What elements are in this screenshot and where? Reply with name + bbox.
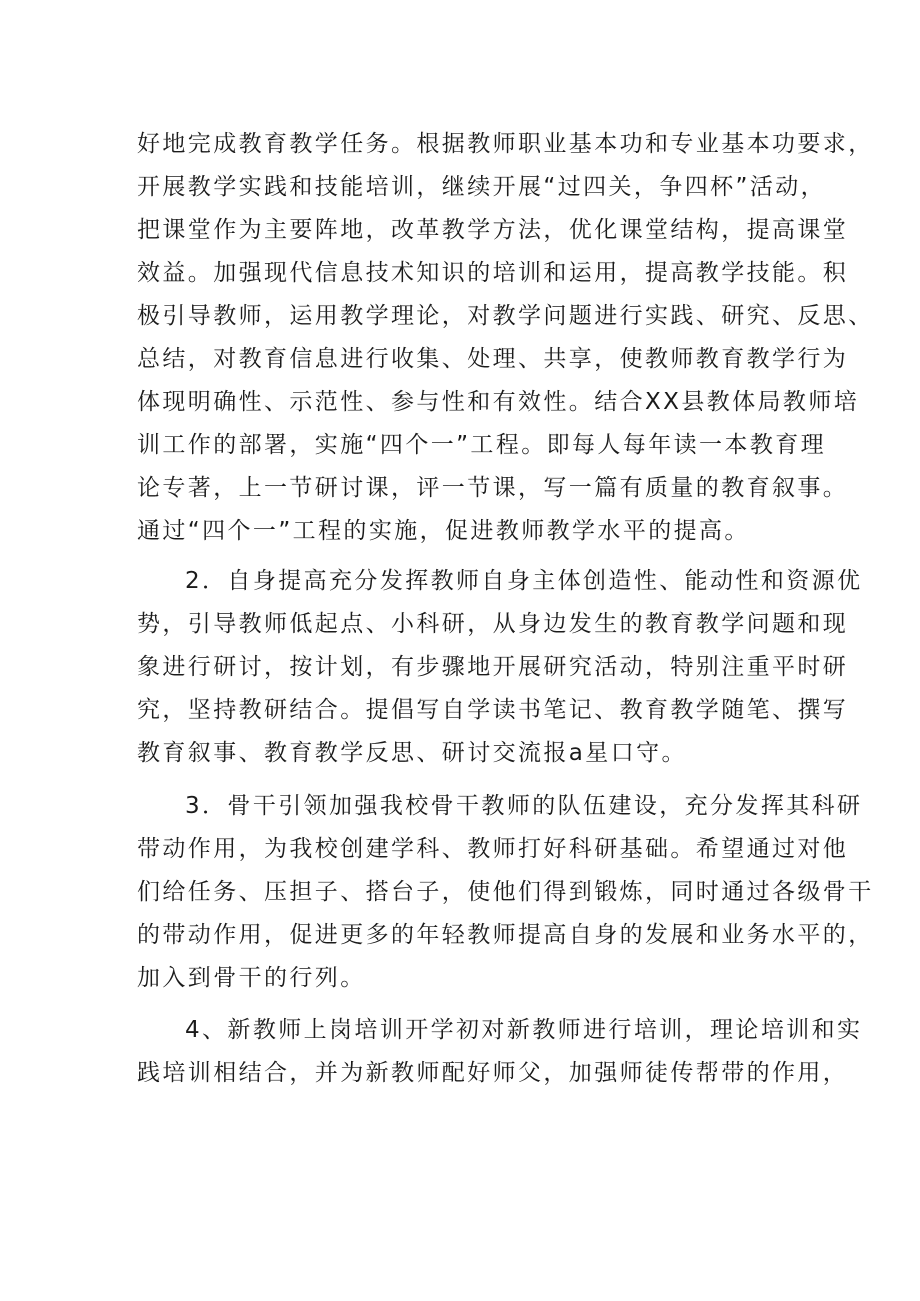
text-line: 论专著，上一节研讨课，评一节课，写一篇有质量的教育叙事。 (137, 475, 849, 501)
text-line: 极引导教师，运用教学理论，对教学问题进行实践、研究、反思、 (137, 303, 874, 329)
text-line: 开展教学实践和技能培训，继续开展“过四关，争四杯”活动， (137, 174, 827, 200)
text-line: 教育叙事、教育教学反思、研讨交流报a星口守。 (137, 740, 687, 766)
text-line: 2．自身提高充分发挥教师自身主体创造性、能动性和资源优 (185, 568, 863, 594)
text-line: 3．骨干引领加强我校骨干教师的队伍建设，充分发挥其科研 (185, 793, 863, 819)
text-line: 好地完成教育教学任务。根据教师职业基本功和专业基本功要求， (137, 131, 874, 157)
text-line: 究，坚持教研结合。提倡写自学读书笔记、教育教学随笔、撰写 (137, 697, 849, 723)
text-line: 的带动作用，促进更多的年轻教师提高自身的发展和业务水平的， (137, 922, 874, 948)
text-line: 效益。加强现代信息技术知识的培训和运用，提高教学技能。积 (137, 260, 849, 286)
text-line: 带动作用，为我校创建学科、教师打好科研基础。希望通过对他 (137, 836, 849, 862)
text-line: 势，引导教师低起点、小科研，从身边发生的教育教学问题和现 (137, 611, 849, 637)
text-line: 象进行研讨，按计划，有步骤地开展研究活动，特别注重平时研 (137, 654, 849, 680)
text-line: 把课堂作为主要阵地，改革教学方法，优化课堂结构，提高课堂 (137, 217, 849, 243)
text-line: 通过“四个一”工程的实施，促进教师教学水平的提高。 (137, 518, 750, 544)
text-line: 总结，对教育信息进行收集、处理、共享，使教师教育教学行为 (137, 346, 849, 372)
text-line: 践培训相结合，并为新教师配好师父，加强师徒传帮带的作用， (137, 1060, 849, 1086)
text-line: 体现明确性、示范性、参与性和有效性。结合XX县教体局教师培 (137, 389, 860, 415)
text-line: 们给任务、压担子、搭台子，使他们得到锻炼，同时通过各级骨干 (137, 879, 874, 905)
text-line: 训工作的部署，实施“四个一”工程。即每人每年读一本教育理 (137, 432, 827, 458)
text-line: 4、新教师上岗培训开学初对新教师进行培训，理论培训和实 (185, 1017, 863, 1043)
text-line: 加入到骨干的行列。 (137, 965, 366, 991)
